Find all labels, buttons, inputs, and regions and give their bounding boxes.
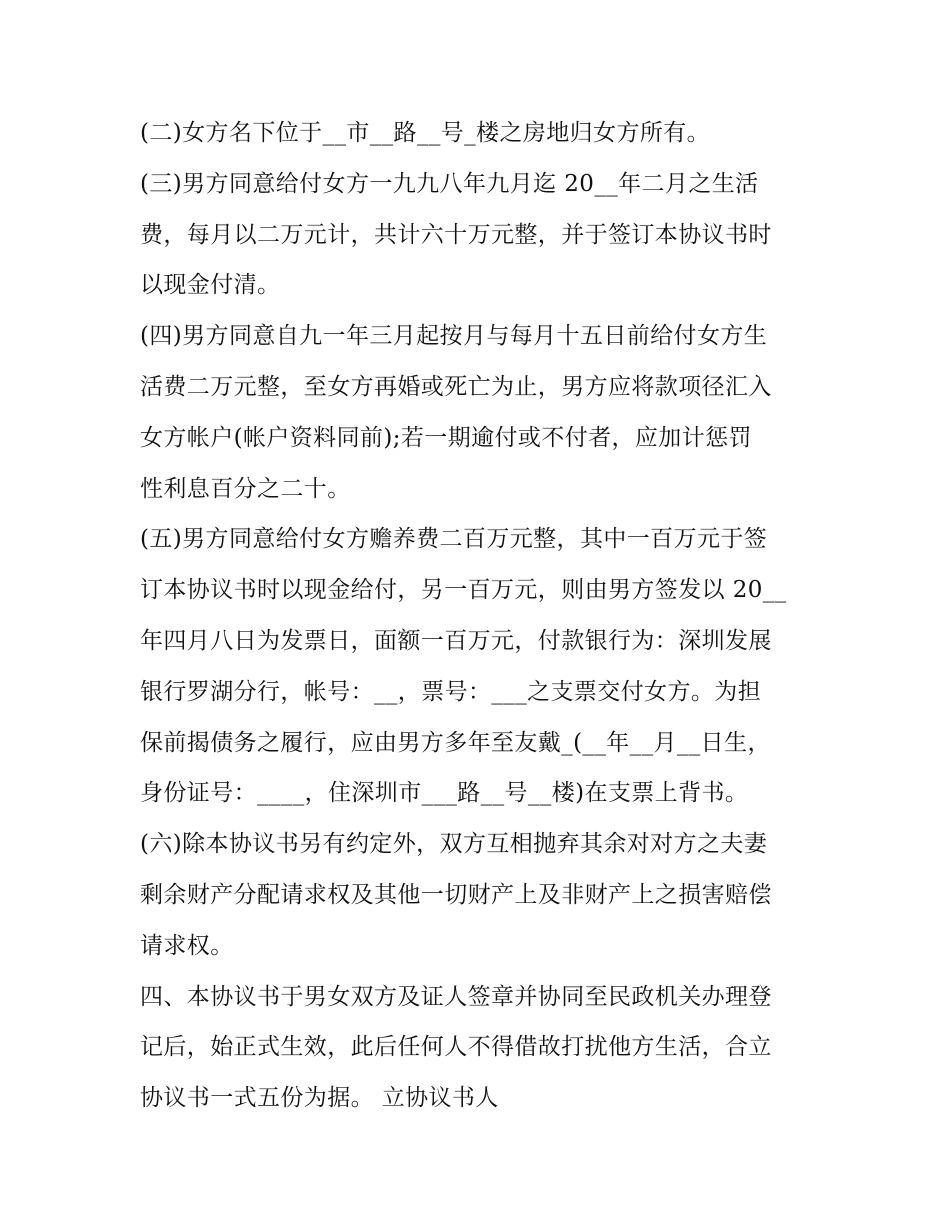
clause-5-line-6: 身份证号：____，住深圳市___路__号__楼)在支票上背书。 bbox=[140, 780, 749, 807]
clause-4-line-1: (四)男方同意自九一年三月起按月与每月十五日前给付女方生 bbox=[140, 323, 768, 350]
clause-2-line-1: (二)女方名下位于__市__路__号_楼之房地归女方所有。 bbox=[140, 120, 711, 146]
clause-5-line-2: 订本协议书时以现金给付，另一百万元，则由男方签发以 20__ bbox=[140, 577, 787, 604]
clause-5-line-1: (五)男方同意给付女方赡养费二百万元整，其中一百万元于签 bbox=[140, 526, 768, 553]
clause-3-line-2: 费，每月以二万元计，共计六十万元整，并于签订本协议书时 bbox=[140, 221, 772, 248]
clause-6-line-3: 请求权。 bbox=[140, 932, 234, 959]
clause-3-line-3: 以现金付清。 bbox=[140, 272, 281, 299]
clause-4-line-4: 性利息百分之二十。 bbox=[140, 475, 351, 502]
clause-6-line-1: (六)除本协议书另有约定外，双方互相抛弃其余对对方之夫妻 bbox=[140, 831, 768, 858]
clause-4-line-2: 活费二万元整，至女方再婚或死亡为止，男方应将款项径汇入 bbox=[140, 373, 772, 400]
clause-6-line-2: 剩余财产分配请求权及其他一切财产上及非财产上之损害赔偿 bbox=[140, 881, 772, 908]
clause-4-line-3: 女方帐户(帐户资料同前);若一期逾付或不付者，应加计惩罚 bbox=[140, 424, 752, 451]
clause-5-line-3: 年四月八日为发票日，面额一百万元，付款银行为：深圳发展 bbox=[140, 627, 772, 654]
clause-3-line-1: (三)男方同意给付女方一九九八年九月迄 20__年二月之生活 bbox=[140, 170, 759, 197]
section-4-line-3: 协议书一式五份为据。 立协议书人 bbox=[140, 1085, 499, 1112]
clause-5-line-4: 银行罗湖分行，帐号：__，票号：___之支票交付女方。为担 bbox=[140, 678, 762, 705]
document-body bbox=[140, 108, 820, 1124]
section-4-line-2: 记后，始正式生效，此后任何人不得借故打扰他方生活，合立 bbox=[140, 1034, 772, 1061]
section-4-line-1: 四、本协议书于男女双方及证人签章并协同至民政机关办理登 bbox=[140, 983, 772, 1010]
clause-5-line-5: 保前揭债务之履行，应由男方多年至友戴_(__年__月__日生， bbox=[140, 729, 771, 756]
